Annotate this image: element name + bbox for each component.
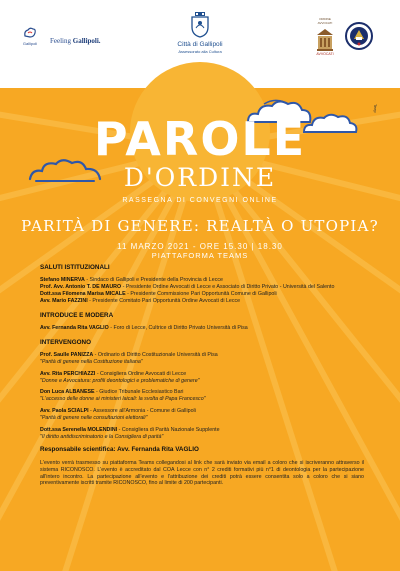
feeling-brand: Gallipoli. bbox=[72, 37, 101, 45]
greeting-line: Dott.ssa Filomena Marisa MICALE - Presidente Commissione Pari Opportunità Comune di Gallipoli bbox=[40, 290, 277, 297]
speaker-line: Avv. Rita PERCHIAZZI - Consigliera Ordine Avvocati di Lecce bbox=[40, 370, 187, 377]
scientific-lead: Responsabile scientifica: Avv. Fernanda Rita VAGLIO bbox=[40, 445, 199, 453]
speaker-topic: "Parità di genere nelle consultazioni elettorali" bbox=[40, 415, 148, 422]
speaker-topic: "Il diritto antidiscriminatorio e la Consigliera di parità" bbox=[40, 433, 164, 440]
series-subtitle: RASSEGNA DI CONVEGNI ONLINE bbox=[122, 197, 278, 204]
event-date: 11 MARZO 2021 - ORE 15.30 | 18.30 bbox=[117, 242, 283, 251]
section-heading-saluti: SALUTI ISTITUZIONALI bbox=[40, 264, 110, 271]
gallipoli-mark-icon bbox=[22, 26, 38, 40]
city-subtitle: Assessorato alla Cultura bbox=[178, 49, 222, 54]
title-sub: D'ORDINE bbox=[123, 163, 277, 192]
ordine-building-icon bbox=[316, 27, 334, 51]
city-logo bbox=[160, 12, 240, 54]
ordine-avvocati-logo bbox=[313, 17, 337, 63]
registration-notice: L'evento verrà trasmesso su piattaforma Teams collegandosi al link che sarà inviato via email a coloro che si iscriveranno attraverso il sistema RICONOSCO. L'evento è accreditato dal COA Lecce con n° 2 crediti formativi più n°1 di deontologia per la partecipazione all'intero incontro. La partecipazione all'evento e l'attribuzione dei crediti potrà essere consentita solo a coloro che si siano preventivamente iscritti tramite RICONOSCO, fino al limite di 200 partecipanti. bbox=[40, 459, 364, 487]
feeling-gallipoli-logo: Feeling Gallipoli. bbox=[50, 37, 101, 45]
speaker-line: Don Luca ALBANESE - Giudice Tribunale Ecclesiastico Bari bbox=[40, 389, 184, 396]
speaker-topic: "Parità di genere nella Costituzione italiana" bbox=[40, 358, 143, 365]
ordine-logo-top: ORDINE AVVOCATI bbox=[317, 17, 333, 25]
title-main: PAROLE bbox=[93, 112, 307, 166]
program-content bbox=[40, 264, 364, 487]
section-heading-intervengono: INTERVENGONO bbox=[40, 338, 91, 346]
speaker-line: Dott.ssa Serenella MOLENDINI - Consigliera di Parità Nazionale Supplente bbox=[40, 426, 220, 433]
city-crest-icon bbox=[190, 12, 210, 38]
gallipoli-logo-text: Gallipoli bbox=[22, 41, 38, 46]
city-name: Città di Gallipoli bbox=[177, 41, 223, 48]
greeting-line: Stefano MINERVA - Sindaco di Gallipoli e Presidente della Provincia di Lecce bbox=[40, 277, 223, 284]
speaker-line: Avv. Paola SCIALPI - Assessore all'Armonia - Comune di Gallipoli bbox=[40, 408, 196, 415]
ordine-logo-bottom: AVVOCATI bbox=[316, 52, 334, 56]
side-label: Teep bbox=[373, 104, 378, 113]
greeting-line: Avv. Mario FAZZINI - Presidente Comitato Pari Opportunità Ordine Avvocati di Lecce bbox=[40, 297, 241, 304]
greeting-line: Prof. Avv. Antonio T. DE MAURO - Presidente Ordine Avvocati di Lecce e Associato di Diritto Privato - Università del Salento bbox=[40, 284, 335, 291]
event-platform: PIATTAFORMA TEAMS bbox=[151, 251, 249, 260]
speaker-line: Prof. Saulle PANIZZA - Ordinario di Diritto Costituzionale Università di Pisa bbox=[40, 351, 218, 358]
event-title: PARITÀ DI GENERE: REALTÀ O UTOPIA? bbox=[21, 217, 379, 235]
gallipoli-logo bbox=[19, 26, 41, 46]
section-heading-introduce: INTRODUCE E MODERA bbox=[40, 311, 114, 319]
speaker-topic: "L'accesso delle donne ai ministeri laicali: la svolta di Papa Francesco" bbox=[40, 396, 206, 403]
seal-icon bbox=[345, 22, 373, 50]
speaker-topic: "Donne e Avvocatura: profili deontologici e problematiche di genere" bbox=[40, 377, 200, 384]
moderator-line: Avv. Fernanda Rita VAGLIO - Foro di Lecce, Cultrice di Diritto Privato Università di Pisa bbox=[40, 324, 248, 331]
